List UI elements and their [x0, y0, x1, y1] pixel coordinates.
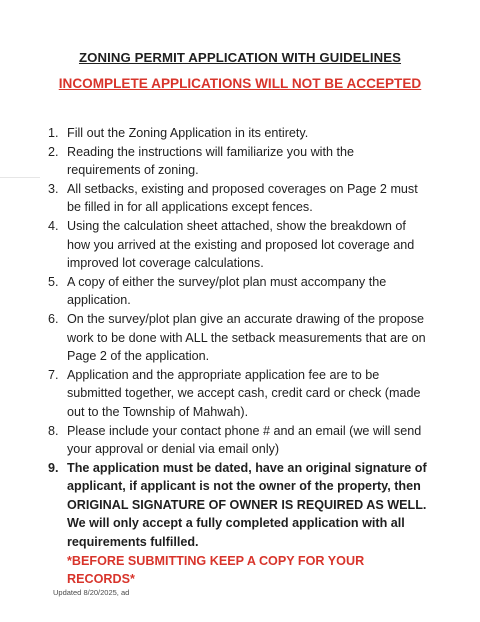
item-text: On the survey/plot plan give an accurate drawing of the propose work to be done with ALL the setback measurements that are on Page 2 of the application. — [67, 311, 426, 364]
keep-copy-note: *BEFORE SUBMITTING KEEP A COPY FOR YOUR RECORDS* — [67, 553, 365, 587]
scan-artifact-line — [0, 177, 40, 178]
item-text: A copy of either the survey/plot plan must accompany the application. — [67, 274, 387, 308]
item-number: 5. — [48, 274, 59, 289]
list-item — [48, 310, 428, 366]
document-title: ZONING PERMIT APPLICATION WITH GUIDELINES — [78, 50, 402, 65]
item-number: 7. — [48, 367, 59, 382]
item-text: The application must be dated, have an original signature of applicant, if applicant is not the owner of the property, then ORIGINAL SIGNATURE OF OWNER IS REQUIRED AS WELL. We will only accept a fully completed application with all requirements fulfilled. — [67, 460, 427, 550]
item-number: 4. — [48, 218, 59, 233]
item-number: 2. — [48, 144, 59, 159]
item-text: All setbacks, existing and proposed coverages on Page 2 must be filled in for all applications except fences. — [67, 181, 418, 215]
list-item — [48, 124, 428, 143]
list-item — [48, 273, 428, 310]
item-text: Using the calculation sheet attached, show the breakdown of how you arrived at the existing and proposed lot coverage and improved lot coverage calculations. — [67, 218, 415, 271]
item-text: Reading the instructions will familiarize you with the requirements of zoning. — [67, 144, 354, 178]
list-item — [48, 180, 428, 217]
guidelines-list — [48, 124, 428, 589]
item-number: 6. — [48, 311, 59, 326]
updated-footer: Updated 8/20/2025, ad — [53, 588, 130, 597]
list-item — [48, 366, 428, 422]
item-text: Fill out the Zoning Application in its entirety. — [67, 126, 309, 140]
item-number: 8. — [48, 423, 59, 438]
list-item — [48, 143, 428, 180]
list-item — [48, 422, 428, 459]
item-text: Application and the appropriate application fee are to be submitted together, we accept cash, credit card or check (made out to the Township of Mahwah). — [67, 367, 421, 419]
warning-heading: INCOMPLETE APPLICATIONS WILL NOT BE ACCEPTED — [58, 76, 422, 91]
list-item-signature-requirement — [48, 459, 428, 589]
item-number: 9. — [48, 460, 59, 475]
list-item — [48, 217, 428, 273]
item-number: 1. — [48, 126, 59, 140]
item-text: Please include your contact phone # and an email (we will send your approval or denial via email only) — [67, 423, 422, 457]
item-number: 3. — [48, 181, 59, 196]
